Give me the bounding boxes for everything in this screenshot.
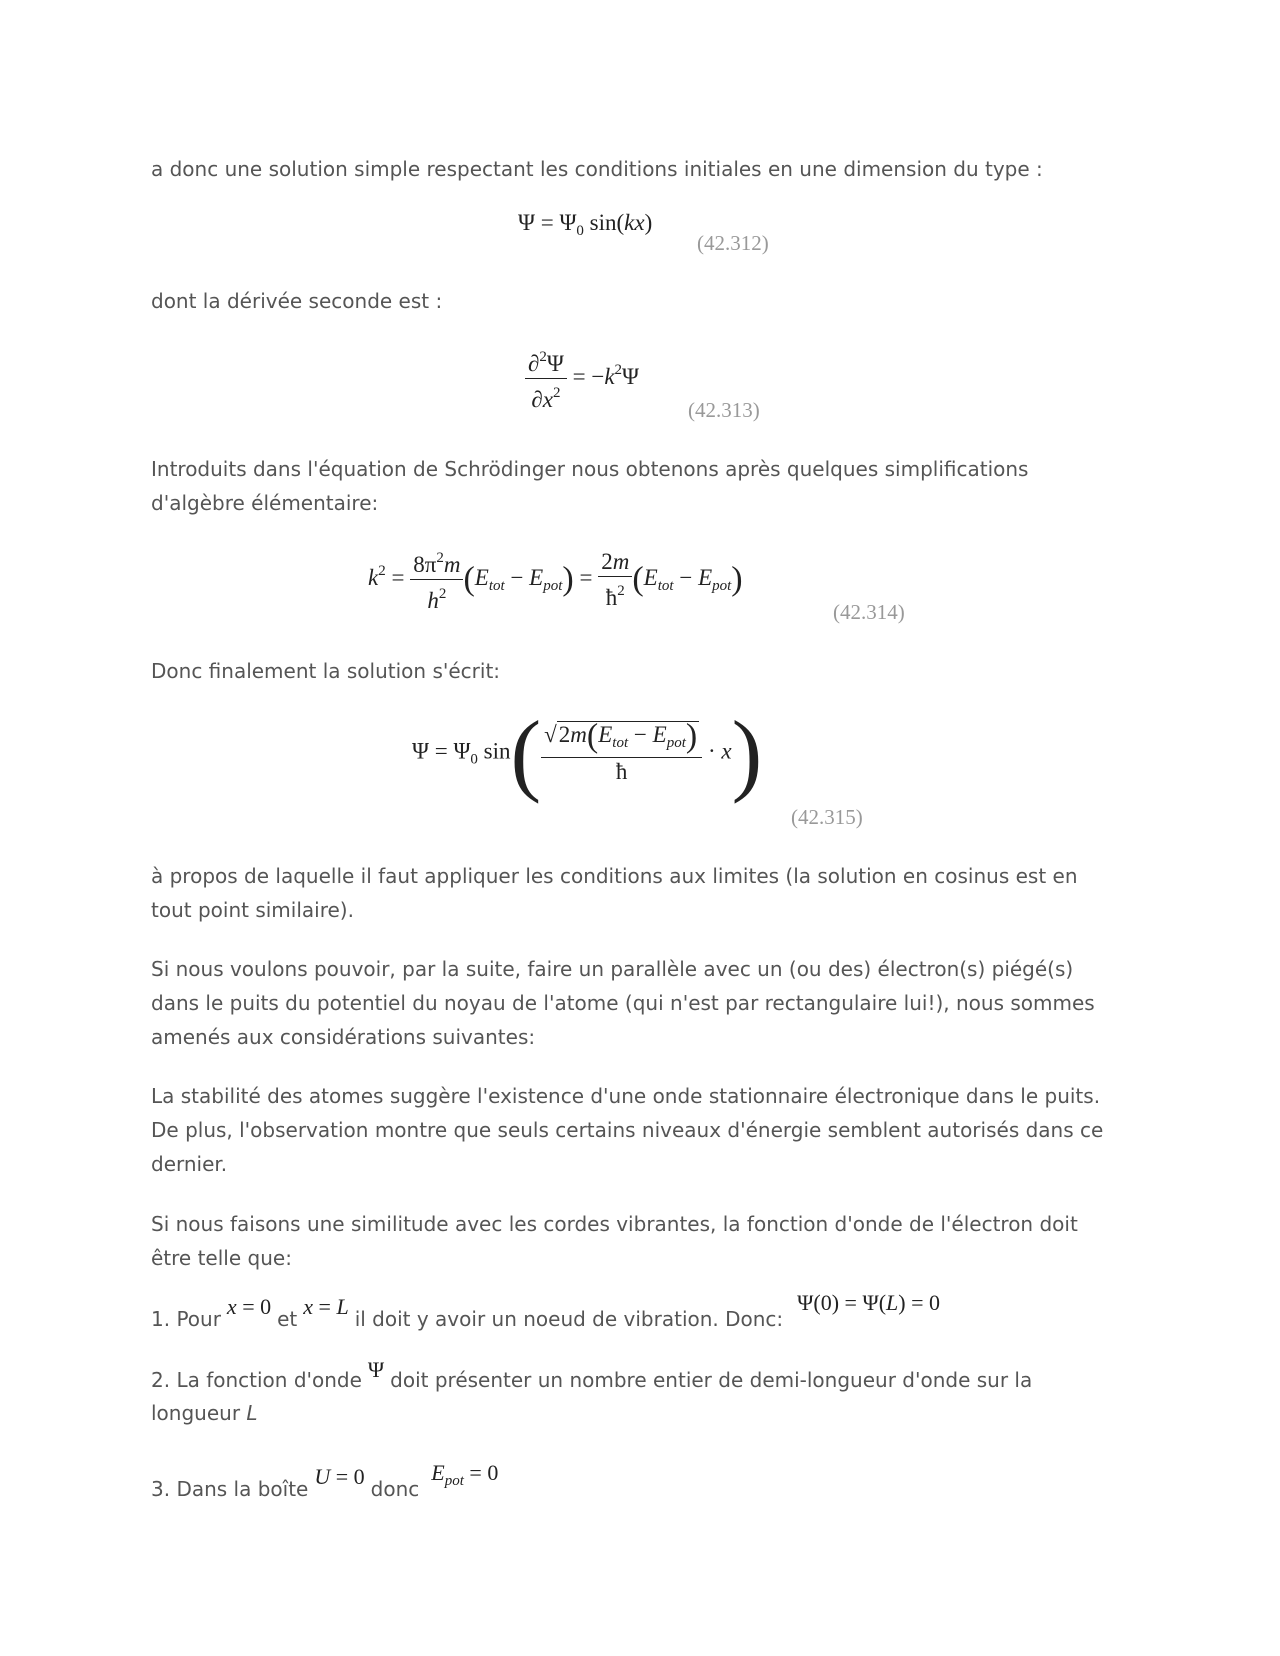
paragraph-3: Introduits dans l'équation de Schrödinger nous obtenons après quelques simplifications d'algèbre élémentaire: (151, 457, 1029, 515)
paragraph-6: Si nous voulons pouvoir, par la suite, faire un parallèle avec un (ou des) électron(s) piégé(s) dans le puits du potentiel du noyau de l'atome (qui n'est par rectangulaire lui!), nous sommes amenés aux considérations suivantes: (151, 957, 1095, 1049)
list-item-1: 1. Pour x = 0 et x = L il doit y avoir un noeud de vibration. Donc:Ψ(0) = Ψ(L) = 0 (151, 1290, 941, 1331)
paragraph-8: Si nous faisons une similitude avec les cordes vibrantes, la fonction d'onde de l'électron doit être telle que: (151, 1212, 1078, 1270)
list-item-1-prefix: 1. Pour (151, 1307, 221, 1331)
paragraph-1: a donc une solution simple respectant les conditions initiales en une dimension du type : (151, 157, 1043, 181)
paragraph-2: dont la dérivée seconde est : (151, 289, 443, 313)
paragraph-4: Donc finalement la solution s'écrit: (151, 659, 501, 683)
list-item-2-line2-text: longueur (151, 1401, 241, 1425)
paragraph-7: La stabilité des atomes suggère l'existence d'une onde stationnaire électronique dans le puits. De plus, l'observation montre que seuls certains niveaux d'énergie semblent autorisés dans ce dernier. (151, 1084, 1104, 1176)
equation-number-314: (42.314) (833, 600, 905, 624)
list-item-1-and: et (277, 1307, 298, 1331)
list-item-2-text: doit présenter un nombre entier de demi-longueur d'onde sur la (390, 1368, 1033, 1392)
list-item-3: 3. Dans la boîte U = 0 doncE$_{pot}$ = 0 (151, 1460, 499, 1501)
equation-number-315: (42.315) (791, 805, 863, 829)
equation-42-314: $k^2$ = $\frac{8\pi^2m}{h^2}$ $(E_{tot} - E_{pot})$ = $\frac{2m}{ħ^2}$ $(E_{tot} - E_{pot})$ (368, 544, 743, 615)
equation-number-313: (42.313) (688, 398, 760, 422)
equation-42-315: $\Psi = \Psi_0$ sin( $\frac{√2m(E_{tot} - E_{pot})}{ħ}$ · x) (412, 702, 763, 804)
equation-42-313: $\frac{\partial^2\Psi}{\partial x^2}$ = $-k^2\Psi$ (525, 343, 639, 414)
equation-42-312: $\Psi = \Psi_0$ sin(kx) (518, 210, 653, 239)
list-item-2-prefix: 2. La fonction d'onde (151, 1368, 362, 1392)
list-item-2-line-2: longueur L (151, 1401, 258, 1425)
list-item-2: 2. La fonction d'onde Ψ doit présenter un nombre entier de demi-longueur d'onde sur la (151, 1357, 1033, 1392)
list-item-3-prefix: 3. Dans la boîte (151, 1477, 309, 1501)
list-item-1-text: il doit y avoir un noeud de vibration. Donc: (354, 1307, 784, 1331)
paragraph-5: à propos de laquelle il faut appliquer les conditions aux limites (la solution en cosinus est en tout point similaire). (151, 864, 1078, 922)
list-item-3-and: donc (370, 1477, 420, 1501)
equation-number-312: (42.312) (697, 231, 769, 255)
